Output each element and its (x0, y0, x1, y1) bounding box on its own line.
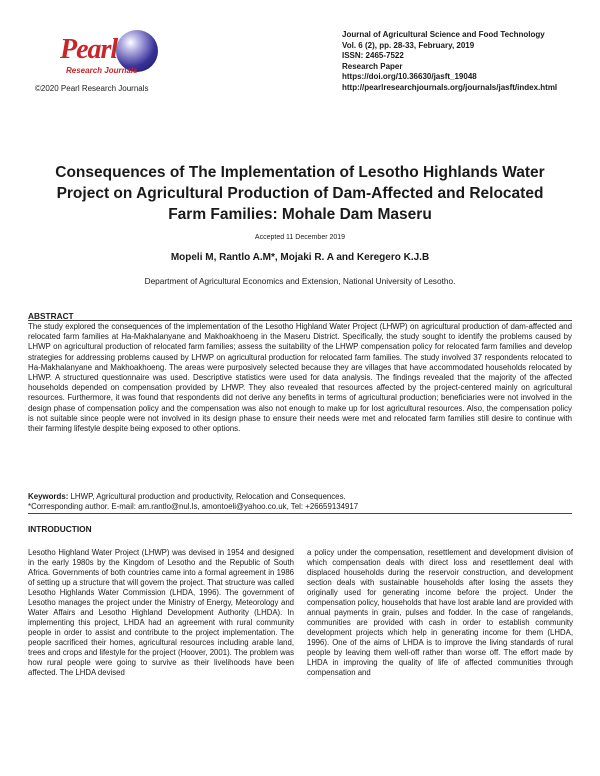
authors: Mopeli M, Rantlo A.M*, Mojaki R. A and Keregero K.J.B (170, 252, 430, 263)
accepted-date: Accepted 11 December 2019 (254, 234, 346, 241)
abstract-text: The study explored the consequences of the implementation of the Lesotho Highland Water Project (LHWP) on agricultural production of dam-affected and relocated farm families at Ha-Makhalanyane and Makhoakhoeng in the Maseru District. Specifically, the study sought to identify the problems caused by LHWP on agricultural production of relocated farm families; assess the suitability of the LHWP compensation policy for relocated farm families and develop strategies for addressing problems caused by LHWP on agricultural production for relocated farm families. The study involved 37 respondents relocated to Ha-Makhalanyane and Makhoakhoeng. The areas were purposively selected because they are villages that have accommodated households relocated by LHWP. A structured questionnaire was used. Descriptive statistics were used for data analysis. The findings revealed that the majority of the affected households depended on compensation provided by LHWP. They also revealed that resources affected by the project-centered mainly on agricultural resources. Furthermore, it was found that respondents did not derive any benefits in terms of agricultural production; beneficiaries were not involved in the design phase of compensation policy and the compensation was also not enough to make up for lost agricultural resources. Also, the compensation policy is not suitable since people were not involved in its design phase to ensure their needs were met and relocated farm families still desire to continue with their farming lifestyle despite being exposed to other options. (28, 322, 572, 434)
journal-issn: ISSN: 2465-7522 (342, 51, 404, 60)
keywords-label: Keywords: (28, 492, 69, 501)
introduction-heading: INTRODUCTION (28, 524, 92, 534)
journal-name: Journal of Agricultural Science and Food Technology (342, 30, 545, 39)
affiliation: Department of Agricultural Economics and Extension, National University of Lesotho. (144, 276, 456, 286)
abstract-divider (28, 320, 572, 321)
introduction-right-column: a policy under the compensation, resettlement and development division of which compensation deals with direct loss and resettlement deal with displaced households during the reservoir construction, and development section deals with sustainable households after losing the assets they originally used for generating income before the project. Under the compensation policy, households that have lost arable land are provided with annual payments in grain, pulses and fodder. In the case of rangelands, communities are provided with cash in order to establish community development projects which help in generating income for them (LHDA, 1996). One of the aims of LHDA is to improve the living standards of rural people by leaving them well-off rather than worse off. The effort made by LHDA in improving the quality of life of affected communities through compensation and (307, 548, 573, 677)
article-title: Consequences of The Implementation of Lesotho Highlands Water Project on Agricultural Production of Dam-Affected and Relocated Farm Families: Mohale Dam Maseru (55, 164, 545, 223)
journal-url-link[interactable]: http://pearlresearchjournals.org/journals/jasft/index.html (342, 82, 558, 92)
logo-subtitle: Research Journals (66, 66, 138, 75)
doi-link[interactable]: https://doi.org/10.36630/jasft_19048 (342, 72, 477, 81)
journal-volume: Vol. 6 (2), pp. 28-33, February, 2019 (342, 40, 475, 50)
keywords-text: LHWP, Agricultural production and productivity, Relocation and Consequences. (70, 492, 346, 501)
introduction-left-column: Lesotho Highland Water Project (LHWP) was devised in 1954 and designed in the early 1980s by the Kingdom of Lesotho and the Republic of South Africa. Governments of both countries came into a formal agreement in 1986 of setting up a structure that will govern the project. That structure was called Lesotho Highlands Water Commission (LHDA, 1996). The government of Lesotho manages the project under the Ministry of Energy, Meteorology and Water Affairs and Lesotho Highland Development Authority (LHDA). In implementing this project, LHDA had an agreement with rural community people in order to assist and contribute to the project implementation. The people sacrificed their homes, agricultural resources including arable land, trees and crops and lifestyle for the project (Hoover, 2001). The problem was how rural people were going to survive as their livelihoods have been affected. The LHDA devised (28, 548, 294, 677)
article-type: Research Paper (342, 61, 403, 71)
corresponding-divider (28, 513, 572, 514)
abstract-heading: ABSTRACT (28, 311, 74, 321)
copyright: ©2020 Pearl Research Journals (35, 84, 149, 93)
logo-wordmark: Pearl (60, 34, 118, 65)
journal-info (342, 30, 557, 93)
keywords (28, 492, 572, 502)
publisher-logo (52, 30, 172, 80)
corresponding-author: *Corresponding author. E-mail: am.rantlo@nul.ls, amontoeli@yahoo.co.uk, Tel: +26659134917 (28, 502, 359, 511)
